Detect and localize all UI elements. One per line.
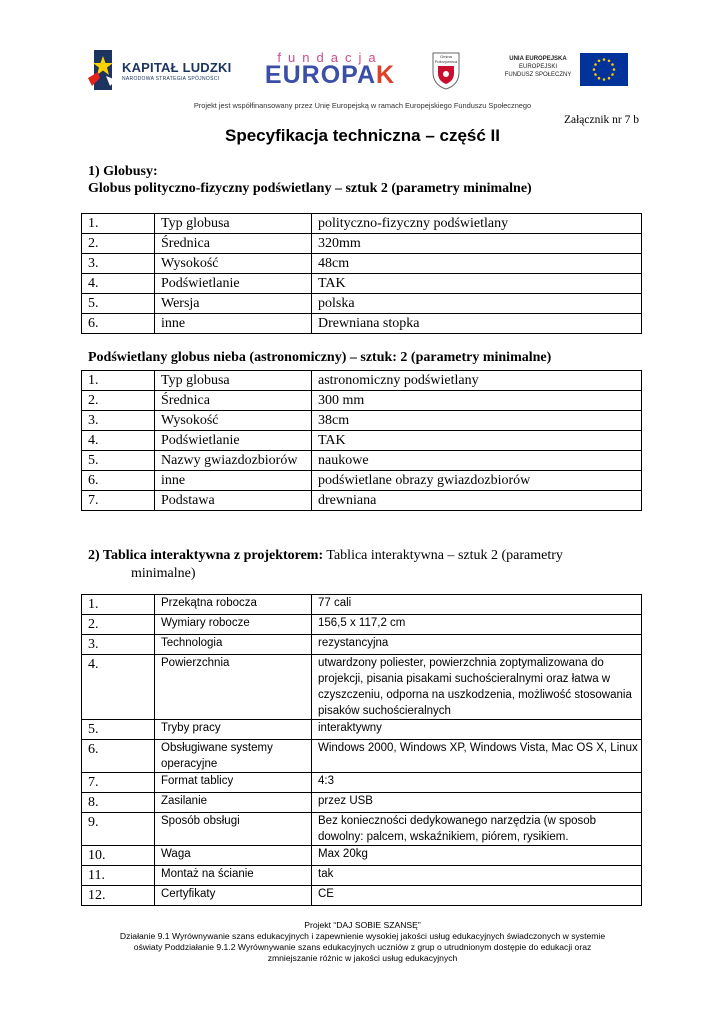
globe-2-spec-table [81,370,642,511]
row-parameter: Format tablicy [155,773,312,793]
row-value: 156,5 x 117,2 cm [312,615,642,635]
row-value: Bez konieczności dedykowanego narzędzia (w sposob dowolny: palcem, wskaźnikiem, piórem, rysikiem. [312,813,642,846]
table-row [82,595,642,615]
row-number: 6. [82,314,155,334]
table-row [82,294,642,314]
row-parameter: Podświetlanie [155,274,312,294]
table-row [82,234,642,254]
row-number: 8. [82,793,155,813]
row-value: drewniana [312,491,642,511]
row-parameter: Typ globusa [155,371,312,391]
cofinancing-note: Projekt jest współfinansowany przez Unię Europejską w ramach Europejskiego Funduszu Społecznego [193,101,532,110]
row-value: tak [312,866,642,886]
row-number: 12. [82,886,155,906]
row-number: 5. [82,294,155,314]
row-number: 11. [82,866,155,886]
table-row [82,214,642,234]
table-row [82,720,642,740]
row-number: 4. [82,655,155,720]
eu-flag-icon [580,53,628,86]
footer [0,920,725,964]
row-value: rezystancyjna [312,635,642,655]
row-parameter: Wymiary robocze [155,615,312,635]
row-parameter: Technologia [155,635,312,655]
footer-line-4: zmniejszanie różnic w jakości usług edukacyjnych [267,953,458,963]
row-number: 7. [82,773,155,793]
europak-wordmark-b: K [376,61,396,89]
section-1-heading: 1) Globusy: [88,164,158,179]
table-row [82,471,642,491]
row-value: przez USB [312,793,642,813]
table-row [82,773,642,793]
table-row [82,411,642,431]
row-parameter: inne [155,471,312,491]
europak-wordmark-a: EUROPA [264,61,377,89]
row-parameter: Obsługiwane systemy operacyjne [155,740,312,773]
row-number: 6. [82,471,155,491]
row-number: 3. [82,254,155,274]
row-value: podświetlane obrazy gwiazdozbiorów [312,471,642,491]
gmina-logo [431,52,461,90]
row-number: 1. [82,371,155,391]
eu-text [500,55,576,79]
row-parameter: Certyfikaty [155,886,312,906]
fundacja-europak-logo [255,52,405,90]
table-row [82,846,642,866]
row-parameter: Tryby pracy [155,720,312,740]
row-parameter: Nazwy gwiazdozbiorów [155,451,312,471]
eu-logo [500,52,630,88]
row-value: polska [312,294,642,314]
table-row [82,451,642,471]
row-parameter: Sposób obsługi [155,813,312,846]
row-value: Drewniana stopka [312,314,642,334]
row-parameter: Typ globusa [155,214,312,234]
row-parameter: Wysokość [155,254,312,274]
row-parameter: Wysokość [155,411,312,431]
row-number: 4. [82,431,155,451]
row-value: TAK [312,274,642,294]
row-parameter: Średnica [155,391,312,411]
fundacja-label: fundacja [277,50,383,65]
europak-wordmark [255,61,405,89]
row-number: 2. [82,615,155,635]
table-row [82,371,642,391]
row-parameter: Zasilanie [155,793,312,813]
row-value: 77 cali [312,595,642,615]
row-value: 320mm [312,234,642,254]
kapital-ludzki-star-icon [88,50,118,90]
table-row [82,866,642,886]
row-value: interaktywny [312,720,642,740]
eu-line-2: EUROPEJSKI [518,64,557,70]
table-row [82,655,642,720]
row-number: 1. [82,214,155,234]
row-number: 5. [82,451,155,471]
row-parameter: Przekątna robocza [155,595,312,615]
table-row [82,431,642,451]
kapital-ludzki-subtitle: NARODOWA STRATEGIA SPÓJNOŚCI [122,76,220,82]
footer-line-1: Projekt “DAJ SOBIE SZANSĘ” [304,920,421,930]
row-parameter: Podstawa [155,491,312,511]
row-parameter: Waga [155,846,312,866]
row-number: 4. [82,274,155,294]
row-number: 2. [82,234,155,254]
globe-1-heading: Globus polityczno-fizyczny podświetlany – sztuk 2 (parametry minimalne) [88,181,532,196]
row-value: Max 20kg [312,846,642,866]
row-number: 9. [82,813,155,846]
row-number: 10. [82,846,155,866]
globe-1-spec-table [81,213,642,334]
row-value: astronomiczny podświetlany [312,371,642,391]
table-row [82,886,642,906]
table-row [82,813,642,846]
kapital-ludzki-logo [88,50,232,90]
kapital-ludzki-title: KAPITAŁ LUDZKI [122,60,232,75]
row-parameter: Podświetlanie [155,431,312,451]
section-2-heading-cont: minimalne) [131,566,196,581]
annex-label: Załącznik nr 7 b [563,114,639,126]
row-value: CE [312,886,642,906]
row-value: 4:3 [312,773,642,793]
table-row [82,391,642,411]
row-number: 5. [82,720,155,740]
whiteboard-spec-table [81,594,642,906]
row-value: 300 mm [312,391,642,411]
row-value: Windows 2000, Windows XP, Windows Vista, Mac OS X, Linux [312,740,642,773]
row-parameter: Montaż na ścianie [155,866,312,886]
section-2-heading-rest: Tablica interaktywna – sztuk 2 (parametry [323,548,563,563]
row-parameter: Średnica [155,234,312,254]
table-row [82,254,642,274]
globe-2-heading: Podświetlany globus nieba (astronomiczny) – sztuk: 2 (parametry minimalne) [88,350,552,365]
row-number: 3. [82,411,155,431]
table-row [82,615,642,635]
section-2-heading [88,547,608,583]
table-row [82,635,642,655]
table-row [82,274,642,294]
eu-line-3: FUNDUSZ SPOŁECZNY [504,72,572,78]
row-number: 1. [82,595,155,615]
row-value: 48cm [312,254,642,274]
row-value: naukowe [312,451,642,471]
row-number: 7. [82,491,155,511]
row-number: 3. [82,635,155,655]
eu-line-1: UNIA EUROPEJSKA [509,56,567,62]
row-value: 38cm [312,411,642,431]
row-parameter: inne [155,314,312,334]
row-parameter: Wersja [155,294,312,314]
table-row [82,491,642,511]
row-value: polityczno-fizyczny podświetlany [312,214,642,234]
table-row [82,793,642,813]
page-title: Specyfikacja techniczna – część II [225,126,500,145]
table-row [82,314,642,334]
section-2-heading-bold: 2) Tablica interaktywna z projektorem: [88,548,324,563]
row-value: TAK [312,431,642,451]
gmina-label: Gmina Pokrzywnica [434,54,458,64]
footer-line-2: Działanie 9.1 Wyrównywanie szans edukacyjnych i zapewnienie wysokiej jakości usług edukacyjnych świadczonych w systemie [119,931,606,941]
footer-line-3: oświaty Poddziałanie 9.1.2 Wyrównywanie szans edukacyjnych uczniów z grup o utrudnionym dostępie do edukacji oraz [133,942,592,952]
row-number: 6. [82,740,155,773]
table-row [82,740,642,773]
row-value: utwardzony poliester, powierzchnia zoptymalizowana do projekcji, pisania pisakami suchościeralnymi oraz łatwa w czyszczeniu, odporna na uszkodzenia, możliwość stosowania pisaków suchościeralnych [312,655,642,720]
row-parameter: Powierzchnia [155,655,312,720]
row-number: 2. [82,391,155,411]
